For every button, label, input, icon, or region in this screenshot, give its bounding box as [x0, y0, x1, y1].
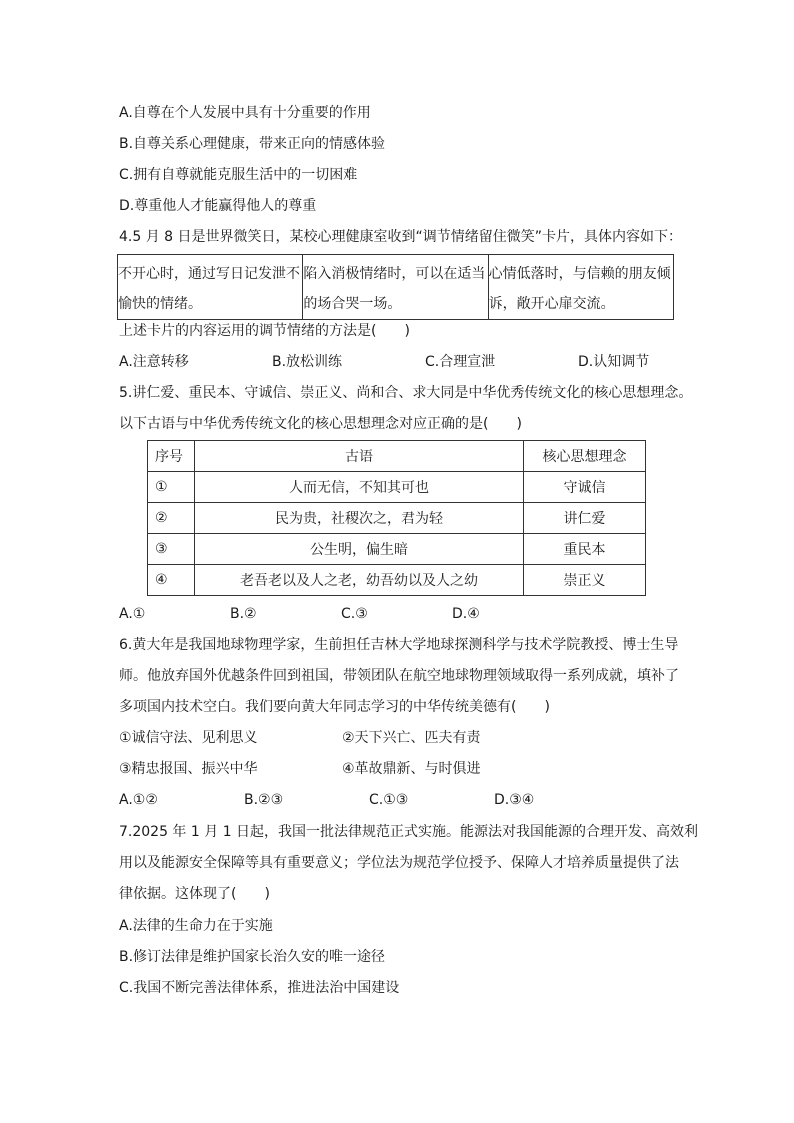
q5-table: [147, 440, 646, 596]
table-row: [148, 565, 646, 596]
q5-header-concept: 核心思想理念: [524, 441, 646, 472]
q4-card-2: 陷入消极情绪时，可以在适当的场合哭一场。: [303, 255, 488, 320]
row-saying: 人而无信，不知其可也: [195, 472, 524, 503]
q6-item-4: ④革故鼎新、与时俱进: [342, 761, 481, 777]
q6-item-1: ①诚信守法、见利思义: [119, 730, 258, 746]
row-concept: 讲仁爱: [524, 503, 646, 534]
q5-header-index: 序号: [148, 441, 195, 472]
row-saying: 公生明，偏生暗: [195, 534, 524, 565]
q5-option-d: D.④: [452, 606, 480, 622]
q7-stem-line-1: 7.2025 年 1 月 1 日起，我国一批法律规范正式实施。能源法对我国能源的合理开发、高效利: [119, 824, 699, 840]
q5-stem-line-2: 以下古语与中华优秀传统文化的核心思想理念对应正确的是( ): [119, 416, 522, 432]
q6-option-d: D.③④: [494, 792, 535, 808]
row-index: ③: [148, 534, 195, 565]
q4-stem: 4.5 月 8 日是世界微笑日，某校心理健康室收到“调节情绪留住微笑”卡片，具体内容如下：: [119, 229, 683, 245]
q3-option-b: B.自尊关系心理健康，带来正向的情感体验: [119, 136, 386, 152]
q4-option-c: C.合理宣泄: [425, 354, 496, 370]
row-saying: 老吾老以及人之老，幼吾幼以及人之幼: [195, 565, 524, 596]
q7-stem-line-2: 用以及能源安全保障等具有重要意义；学位法为规范学位授予、保障人才培养质量提供了法: [119, 855, 679, 871]
q4-question: 上述卡片的内容运用的调节情绪的方法是( ): [119, 323, 410, 339]
row-index: ①: [148, 472, 195, 503]
row-concept: 守诚信: [524, 472, 646, 503]
row-index: ④: [148, 565, 195, 596]
q5-header-saying: 古语: [195, 441, 524, 472]
q5-option-b: B.②: [230, 606, 257, 622]
q4-card-table: [117, 254, 674, 320]
q7-option-b: B.修订法律是维护国家长治久安的唯一途径: [119, 949, 386, 965]
row-index: ②: [148, 503, 195, 534]
table-row: [148, 472, 646, 503]
q5-option-a: A.①: [119, 606, 146, 622]
q7-option-c: C.我国不断完善法律体系，推进法治中国建设: [119, 980, 400, 996]
q6-stem-line-2: 师。他放弃国外优越条件回到祖国，带领团队在航空地球物理领域取得一系列成就，填补了: [119, 668, 679, 684]
q4-option-b: B.放松训练: [272, 354, 343, 370]
row-saying: 民为贵，社稷次之，君为轻: [195, 503, 524, 534]
q4-option-d: D.认知调节: [578, 354, 650, 370]
row-concept: 重民本: [524, 534, 646, 565]
q7-stem-line-3: 律依据。这体现了( ): [119, 886, 270, 902]
q6-item-2: ②天下兴亡、匹夫有责: [342, 730, 481, 746]
q3-option-c: C.拥有自尊就能克服生活中的一切困难: [119, 167, 358, 183]
row-concept: 崇正义: [524, 565, 646, 596]
q4-option-a: A.注意转移: [119, 354, 189, 370]
q3-option-d: D.尊重他人才能赢得他人的尊重: [119, 198, 317, 214]
q6-stem-line-1: 6.黄大年是我国地球物理学家，生前担任吉林大学地球探测科学与技术学院教授、博士生导: [119, 637, 679, 653]
q6-stem-line-3: 多项国内技术空白。我们要向黄大年同志学习的中华传统美德有( ): [119, 699, 550, 715]
q3-option-a: A.自尊在个人发展中具有十分重要的作用: [119, 105, 371, 121]
q6-item-3: ③精忠报国、振兴中华: [119, 761, 258, 777]
table-row: [148, 534, 646, 565]
q5-table-header: [148, 441, 646, 472]
q6-option-b: B.②③: [244, 792, 284, 808]
table-row: [148, 503, 646, 534]
q6-option-c: C.①③: [369, 792, 409, 808]
q4-card-1: 不开心时，通过写日记发泄不愉快的情绪。: [118, 255, 303, 320]
q6-option-a: A.①②: [119, 792, 158, 808]
q5-stem-line-1: 5.讲仁爱、重民本、守诚信、崇正义、尚和合、求大同是中华优秀传统文化的核心思想理念。: [119, 385, 693, 401]
q7-option-a: A.法律的生命力在于实施: [119, 918, 273, 934]
q5-option-c: C.③: [341, 606, 368, 622]
q4-card-3: 心情低落时，与信赖的朋友倾诉，敞开心扉交流。: [488, 255, 673, 320]
